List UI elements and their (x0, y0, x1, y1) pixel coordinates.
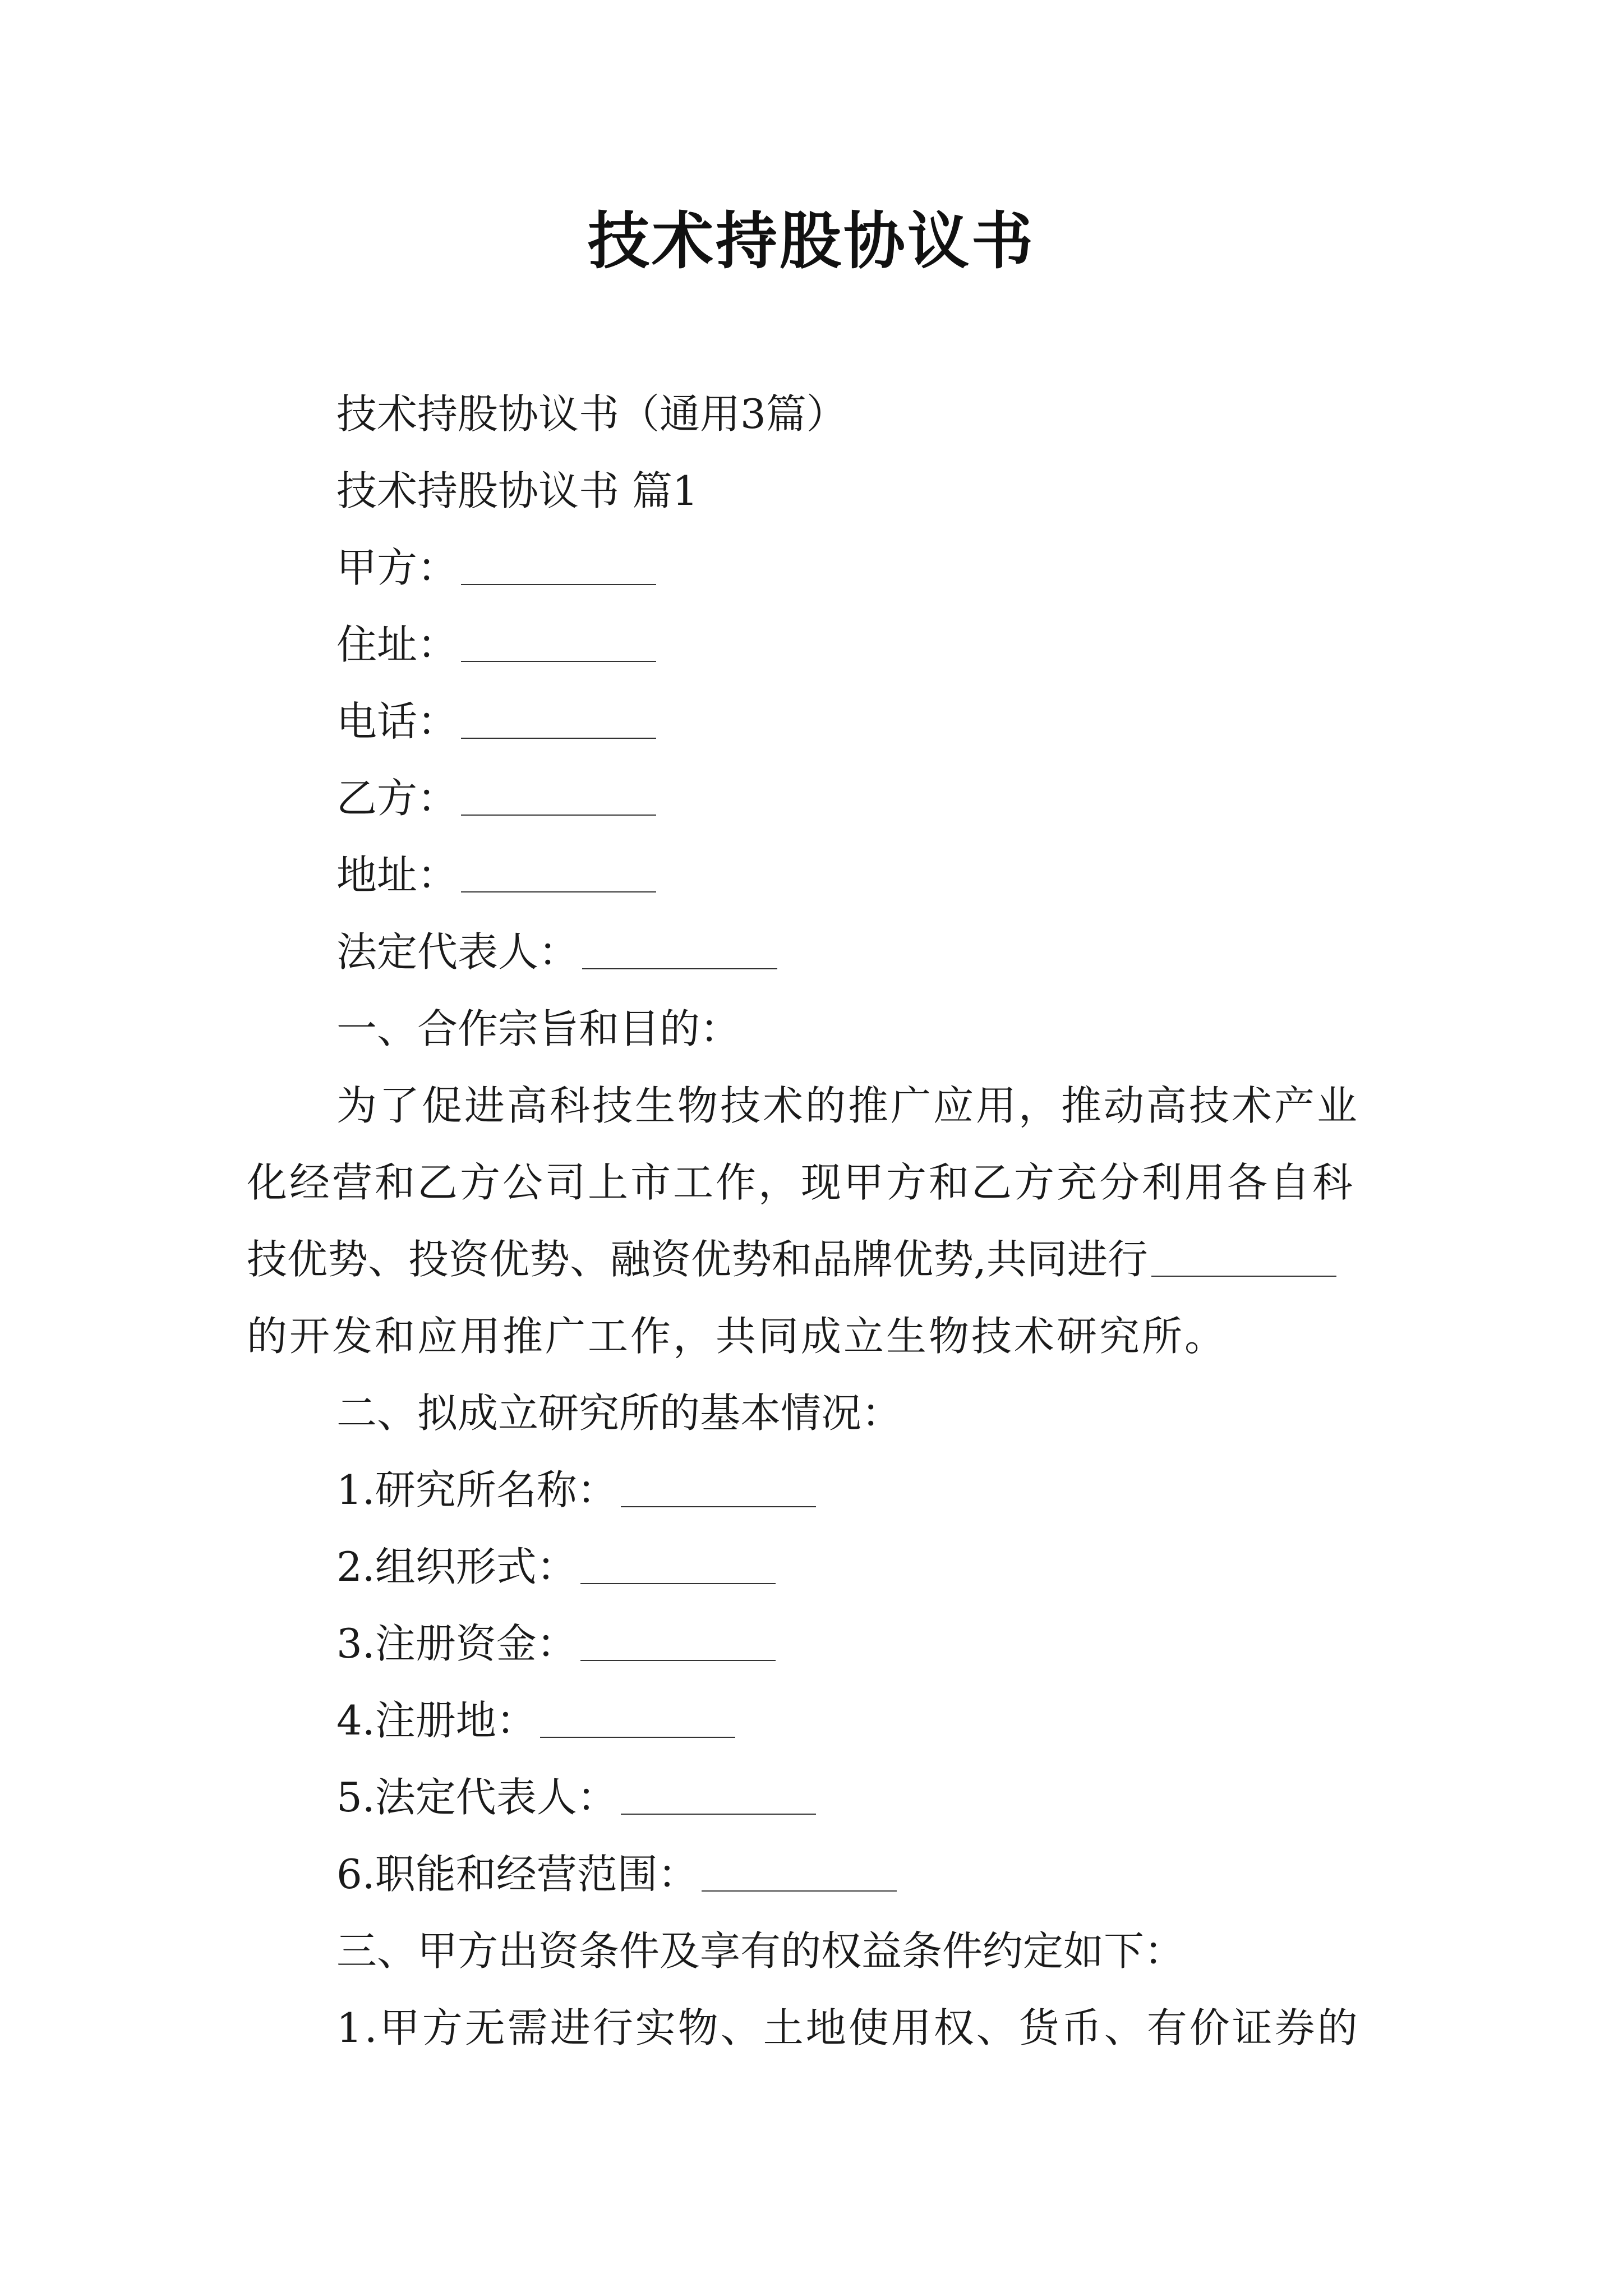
field-label: 地址： (336, 852, 458, 899)
document-title: 技术持股协议书 (588, 205, 1035, 277)
field-party-b (336, 770, 656, 826)
blank-underline (1151, 1273, 1336, 1277)
field-label: 3.注册资金： (336, 1620, 577, 1667)
field-business-scope (336, 1846, 897, 1902)
blank-underline (621, 1504, 816, 1507)
field-institute-legal-rep (336, 1769, 816, 1825)
heading-institute: 二、拟成立研究所的基本情况： (336, 1389, 902, 1437)
heading-purpose: 一、合作宗旨和目的： (336, 1005, 741, 1052)
field-residence (336, 616, 656, 673)
blank-underline (461, 889, 656, 892)
paragraph-line: 1.甲方无需进行实物、土地使用权、货币、有价证券的 (336, 2004, 1360, 2051)
blank-underline (461, 812, 656, 816)
field-label: 电话： (336, 698, 458, 745)
field-label: 甲方： (336, 544, 458, 591)
heading-party-a-terms: 三、甲方出资条件及享有的权益条件约定如下： (336, 1927, 1185, 1975)
blank-underline (540, 1734, 735, 1738)
field-address (336, 847, 656, 903)
field-label: 5.法定代表人： (336, 1774, 617, 1821)
field-label: 6.职能和经营范围： (336, 1851, 698, 1898)
blank-underline (461, 582, 656, 585)
blank-underline (461, 735, 656, 739)
field-label: 法定代表人： (336, 928, 579, 976)
blank-underline (580, 1581, 776, 1584)
field-label: 乙方： (336, 775, 458, 822)
document-subtitle: 技术持股协议书（通用3篇） (336, 390, 847, 438)
paragraph-line (247, 1231, 1336, 1287)
field-legal-rep (336, 924, 777, 980)
blank-underline (580, 1658, 776, 1661)
field-label: 住址： (336, 621, 458, 668)
field-label: 2.组织形式： (336, 1543, 577, 1590)
paragraph-text: 技优势、投资优势、融资优势和品牌优势,共同进行 (247, 1236, 1148, 1283)
field-label: 4.注册地： (336, 1697, 537, 1744)
blank-underline (621, 1811, 816, 1815)
field-registered-place (336, 1692, 735, 1749)
blank-underline (582, 966, 777, 969)
blank-underline (461, 659, 656, 662)
field-registered-capital (336, 1616, 776, 1672)
field-organization-form (336, 1539, 776, 1595)
field-party-a (336, 540, 656, 596)
paragraph-line: 为了促进高科技生物技术的推广应用，推动高技术产业 (336, 1082, 1360, 1129)
blank-underline (702, 1888, 897, 1892)
field-label: 1.研究所名称： (336, 1466, 617, 1513)
paragraph-line: 的开发和应用推广工作，共同成立生物技术研究所。 (247, 1313, 1228, 1360)
field-institute-name (336, 1462, 816, 1518)
section-title: 技术持股协议书 篇1 (336, 467, 698, 514)
paragraph-line: 化经营和乙方公司上市工作，现甲方和乙方充分利用各自科 (247, 1159, 1355, 1206)
field-phone (336, 693, 656, 749)
